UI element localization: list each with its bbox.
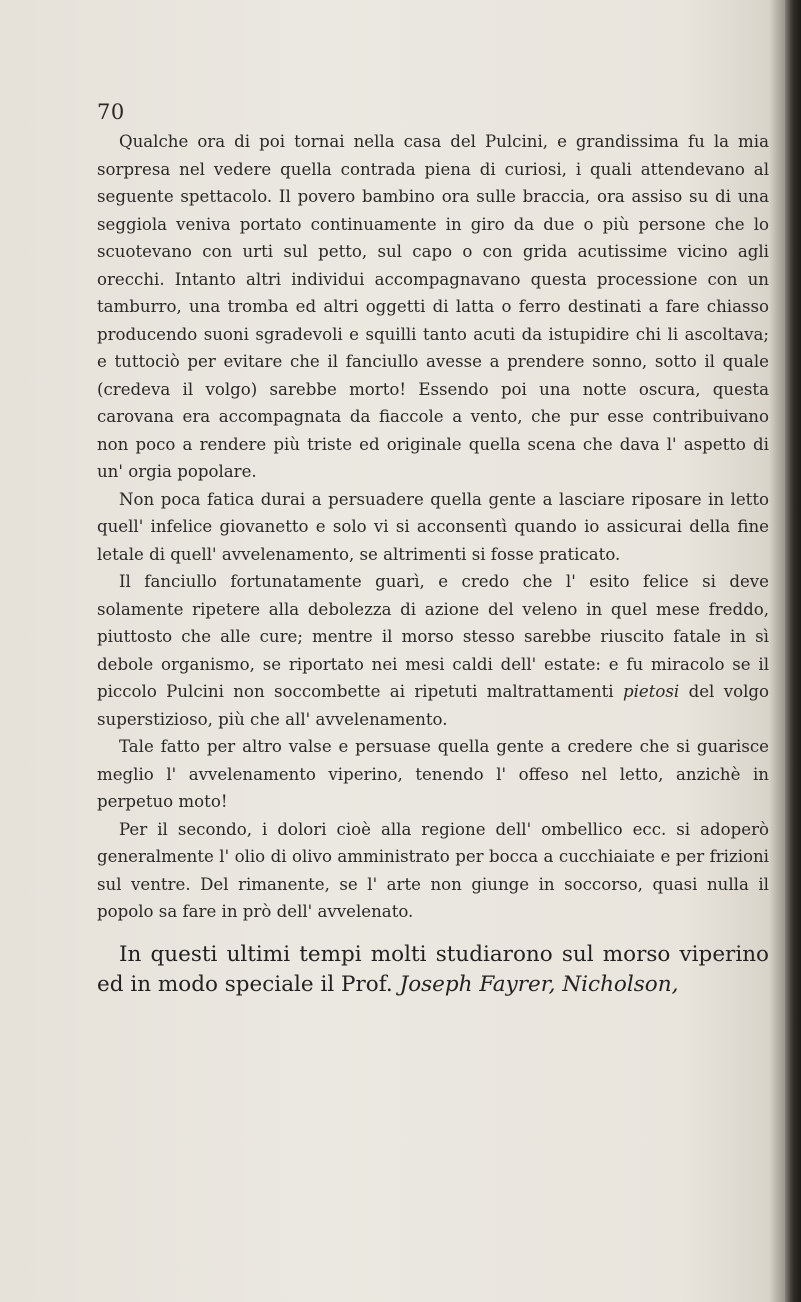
book-spine-shadow [785,0,801,1302]
paragraph: Tale fatto per altro valse e persuase quella gente a credere che si guarisce meglio l' avvelenamento viperino, tenendo l' offeso nel letto, anzichè in perpetuo moto! [97,737,769,811]
paragraph-text: In questi ultimi tempi molti studiarono sul morso viperino ed in modo speciale il Prof. [97,941,769,997]
paragraph: Non poca fatica durai a persuadere quella gente a lasciare riposare in letto quell' infelice giovanetto e solo vi si acconsentì quando io assicurai della fine letale di quell' avvelenamento, se altrimenti si fosse praticato. [97,489,769,564]
paragraph [97,568,769,733]
paragraph-text: Il fanciullo fortunatamente guarì, e credo che l' esito felice si deve solamente ripetere alla debolezza di azione del veleno in quel mese freddo, piuttosto che alle cure; mentre il morso stesso sarebbe riuscito fatale in sì debole organismo, se riportato nei mesi caldi dell' estate: e fu miracolo se il piccolo Pulcini non soccombette ai ripetuti maltrattamenti [97,572,769,701]
paragraph: Per il secondo, i dolori cioè alla regione dell' ombellico ecc. si adoperò generalmente l' olio di olivo amministrato per bocca a cucchiaiate e per frizioni sul ventre. Del rimanente, se l' arte non giunge in soccorso, quasi nulla il popolo sa fare in prò dell' avvelenato. [97,819,769,921]
paragraph-closing [97,940,769,1000]
page-number: 70 [97,100,125,124]
italic-word: pietosi [622,682,680,701]
italic-names: Joseph Fayrer, Nicholson, [399,971,679,997]
paragraph-text: del volgo superstizioso, più che all' avvelenamento. [97,682,769,729]
paragraph: Qualche ora di poi tornai nella casa del Pulcini, e grandissima fu la mia sorpresa nel vedere quella contrada piena di curiosi, i quali attendevano al seguente spettacolo. Il povero bambino ora sulle braccia, ora assiso su di una seggiola veniva portato continuamente in giro da due o più persone che lo scuotevano con urti sul petto, sul capo o con grida acutissime vicino agli orecchi. Intanto altri individui accompagnavano questa processione con un tamburro, una tromba ed altri oggetti di latta o ferro destinati a fare chiasso producendo suoni sgradevoli e squilli tanto acuti da istupidire chi li ascoltava; e tuttociò per evitare che il fanciullo avesse a prendere sonno, sotto il quale (credeva il volgo) sarebbe morto! Essendo poi una notte oscura, questa carovana era accompagnata da fiaccole a vento, che pur esse contribuivano non poco a rendere più triste ed originale quella scena che dava l' aspetto di un' orgia popolare. [97,132,769,481]
page-body [97,128,769,1000]
